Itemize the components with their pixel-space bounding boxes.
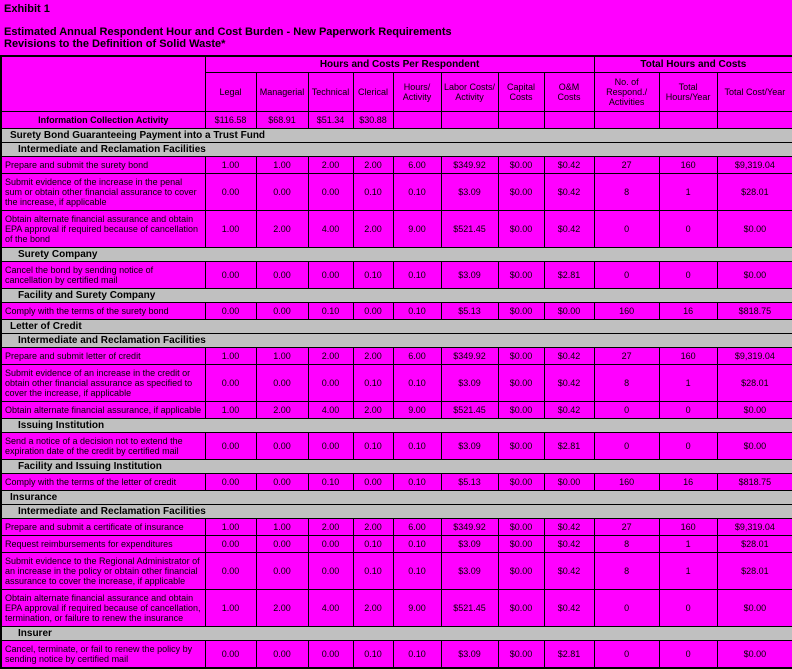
activity-label: Obtain alternate financial assurance, if applicable <box>1 402 205 419</box>
value-cell: 4.00 <box>308 590 353 627</box>
column-header-5: Labor Costs/ Activity <box>441 73 498 112</box>
information-collection-activity-label: Information Collection Activity <box>1 112 205 129</box>
subsection-row <box>1 334 792 348</box>
table-row <box>1 641 792 669</box>
value-cell: 16 <box>659 474 717 491</box>
value-cell: 1 <box>659 553 717 590</box>
value-cell: 4.00 <box>308 211 353 248</box>
value-cell: $0.00 <box>717 433 792 460</box>
value-cell: 2.00 <box>353 402 393 419</box>
subsection-row <box>1 460 792 474</box>
value-cell: $0.00 <box>544 474 594 491</box>
activity-label: Prepare and submit a certificate of insurance <box>1 519 205 536</box>
value-cell: 16 <box>659 303 717 320</box>
value-cell: 0.00 <box>308 553 353 590</box>
rates-row <box>1 112 792 129</box>
column-header-8: No. of Respond./ Activities <box>594 73 659 112</box>
value-cell: 0.00 <box>256 262 308 289</box>
value-cell: $3.09 <box>441 174 498 211</box>
value-cell: 9.00 <box>393 211 441 248</box>
table-row <box>1 262 792 289</box>
value-cell: 0 <box>659 211 717 248</box>
value-cell: 0 <box>594 211 659 248</box>
value-cell: 160 <box>594 303 659 320</box>
value-cell: 0.00 <box>205 262 256 289</box>
value-cell: $0.00 <box>498 211 544 248</box>
value-cell: $349.92 <box>441 519 498 536</box>
value-cell: $3.09 <box>441 641 498 669</box>
column-header-2: Technical <box>308 73 353 112</box>
subsection-header: Intermediate and Reclamation Facilities <box>1 143 792 157</box>
value-cell: $521.45 <box>441 590 498 627</box>
value-cell: 2.00 <box>308 348 353 365</box>
value-cell: 9.00 <box>393 402 441 419</box>
value-cell: 0.00 <box>256 536 308 553</box>
value-cell: $349.92 <box>441 157 498 174</box>
rate-cell-9 <box>659 112 717 129</box>
document-title-block <box>0 0 792 55</box>
value-cell: 0 <box>659 590 717 627</box>
value-cell: $28.01 <box>717 174 792 211</box>
column-header-4: Hours/ Activity <box>393 73 441 112</box>
value-cell: 0.00 <box>308 174 353 211</box>
rate-cell-8 <box>594 112 659 129</box>
value-cell: $0.42 <box>544 157 594 174</box>
value-cell: 6.00 <box>393 519 441 536</box>
value-cell: $2.81 <box>544 433 594 460</box>
column-header-1: Managerial <box>256 73 308 112</box>
subsection-header: Insurer <box>1 627 792 641</box>
column-header-6: Capital Costs <box>498 73 544 112</box>
value-cell: 0.00 <box>256 174 308 211</box>
value-cell: $0.00 <box>498 157 544 174</box>
burden-table <box>0 55 792 669</box>
subsection-row <box>1 627 792 641</box>
column-header-3: Clerical <box>353 73 393 112</box>
value-cell: 27 <box>594 157 659 174</box>
column-header-0: Legal <box>205 73 256 112</box>
rate-cell-5 <box>441 112 498 129</box>
exhibit-label: Exhibit 1 <box>4 3 50 15</box>
table-row <box>1 365 792 402</box>
value-cell: $0.00 <box>498 590 544 627</box>
column-header-10: Total Cost/Year <box>717 73 792 112</box>
value-cell: $0.00 <box>498 262 544 289</box>
activity-label: Send a notice of a decision not to extend the expiration date of the credit by certified mail <box>1 433 205 460</box>
subsection-row <box>1 289 792 303</box>
subsection-row <box>1 419 792 433</box>
value-cell: $0.42 <box>544 348 594 365</box>
activity-label: Cancel, terminate, or fail to renew the policy by sending notice by certified mail <box>1 641 205 669</box>
value-cell: $0.00 <box>717 211 792 248</box>
value-cell: 0.00 <box>205 536 256 553</box>
value-cell: 0.00 <box>256 474 308 491</box>
section-row <box>1 320 792 334</box>
table-row <box>1 536 792 553</box>
value-cell: 0.00 <box>308 365 353 402</box>
value-cell: 9.00 <box>393 590 441 627</box>
value-cell: 0.00 <box>205 474 256 491</box>
value-cell: $0.00 <box>498 536 544 553</box>
value-cell: 0.10 <box>393 303 441 320</box>
section-header: Insurance <box>1 491 792 505</box>
value-cell: 0.10 <box>393 433 441 460</box>
value-cell: $0.42 <box>544 553 594 590</box>
value-cell: 6.00 <box>393 157 441 174</box>
table-row <box>1 433 792 460</box>
value-cell: $0.00 <box>498 433 544 460</box>
value-cell: 8 <box>594 536 659 553</box>
value-cell: 0.10 <box>393 641 441 669</box>
activity-label: Obtain alternate financial assurance and obtain EPA approval if required because of cancellation, termination, or failure to renew the insurance <box>1 590 205 627</box>
table-row <box>1 402 792 419</box>
value-cell: 0.10 <box>308 303 353 320</box>
value-cell: 1.00 <box>205 590 256 627</box>
value-cell: 0.00 <box>256 641 308 669</box>
group-header-totals: Total Hours and Costs <box>594 56 792 73</box>
value-cell: $818.75 <box>717 303 792 320</box>
value-cell: $28.01 <box>717 553 792 590</box>
table-row <box>1 348 792 365</box>
rate-cell-4 <box>393 112 441 129</box>
value-cell: 8 <box>594 553 659 590</box>
subsection-header: Intermediate and Reclamation Facilities <box>1 334 792 348</box>
value-cell: 2.00 <box>308 157 353 174</box>
value-cell: 0.00 <box>256 303 308 320</box>
value-cell: 160 <box>659 519 717 536</box>
value-cell: 1 <box>659 365 717 402</box>
value-cell: $0.00 <box>498 303 544 320</box>
value-cell: $0.00 <box>717 590 792 627</box>
value-cell: 0.10 <box>393 474 441 491</box>
value-cell: $0.42 <box>544 590 594 627</box>
value-cell: $0.00 <box>498 553 544 590</box>
activity-label: Comply with the terms of the letter of credit <box>1 474 205 491</box>
rate-cell-6 <box>498 112 544 129</box>
value-cell: 0.10 <box>393 365 441 402</box>
activity-label: Submit evidence of an increase in the credit or obtain other financial assurance as specified to cover the increase, if applicable <box>1 365 205 402</box>
table-row <box>1 157 792 174</box>
value-cell: 1.00 <box>205 157 256 174</box>
corner-cell <box>1 56 205 112</box>
value-cell: 1 <box>659 536 717 553</box>
header-group-row <box>1 56 792 73</box>
value-cell: 0 <box>659 641 717 669</box>
value-cell: $9,319.04 <box>717 157 792 174</box>
value-cell: 0 <box>594 641 659 669</box>
value-cell: 2.00 <box>308 519 353 536</box>
value-cell: 160 <box>594 474 659 491</box>
value-cell: 1.00 <box>256 348 308 365</box>
value-cell: 160 <box>659 157 717 174</box>
value-cell: 0 <box>659 433 717 460</box>
table-row <box>1 519 792 536</box>
table-row <box>1 553 792 590</box>
rate-cell-0: $116.58 <box>205 112 256 129</box>
activity-label: Request reimbursements for expenditures <box>1 536 205 553</box>
subsection-row <box>1 248 792 262</box>
value-cell: $3.09 <box>441 536 498 553</box>
value-cell: 1.00 <box>205 402 256 419</box>
value-cell: $2.81 <box>544 641 594 669</box>
rate-cell-1: $68.91 <box>256 112 308 129</box>
value-cell: 0.10 <box>353 553 393 590</box>
value-cell: $349.92 <box>441 348 498 365</box>
value-cell: $3.09 <box>441 433 498 460</box>
value-cell: $5.13 <box>441 474 498 491</box>
value-cell: 0.10 <box>353 365 393 402</box>
value-cell: $3.09 <box>441 262 498 289</box>
table-row <box>1 211 792 248</box>
rate-cell-2: $51.34 <box>308 112 353 129</box>
value-cell: 0.10 <box>353 262 393 289</box>
value-cell: 0.10 <box>393 553 441 590</box>
section-row <box>1 491 792 505</box>
value-cell: 2.00 <box>353 519 393 536</box>
value-cell: $5.13 <box>441 303 498 320</box>
value-cell: 8 <box>594 174 659 211</box>
rate-cell-3: $30.88 <box>353 112 393 129</box>
value-cell: 0 <box>594 402 659 419</box>
value-cell: 2.00 <box>256 211 308 248</box>
group-header-per-respondent: Hours and Costs Per Respondent <box>205 56 594 73</box>
value-cell: 2.00 <box>256 402 308 419</box>
value-cell: 0.00 <box>256 553 308 590</box>
value-cell: 0.00 <box>205 365 256 402</box>
value-cell: 0 <box>594 590 659 627</box>
value-cell: $0.00 <box>498 402 544 419</box>
value-cell: 0.00 <box>308 433 353 460</box>
value-cell: $0.42 <box>544 365 594 402</box>
table-row <box>1 303 792 320</box>
value-cell: 2.00 <box>353 348 393 365</box>
subsection-header: Issuing Institution <box>1 419 792 433</box>
value-cell: 0.10 <box>393 174 441 211</box>
activity-label: Obtain alternate financial assurance and obtain EPA approval if required because of cancellation of the bond <box>1 211 205 248</box>
value-cell: 0.10 <box>353 174 393 211</box>
value-cell: $0.42 <box>544 211 594 248</box>
table-row <box>1 474 792 491</box>
table-row <box>1 590 792 627</box>
value-cell: 0.10 <box>393 262 441 289</box>
value-cell: 0.00 <box>308 641 353 669</box>
value-cell: $9,319.04 <box>717 348 792 365</box>
document-title-line1: Estimated Annual Respondent Hour and Cost Burden - New Paperwork Requirements <box>4 26 452 38</box>
activity-label: Prepare and submit letter of credit <box>1 348 205 365</box>
value-cell: $0.00 <box>717 262 792 289</box>
burden-table-body <box>1 56 792 668</box>
value-cell: $2.81 <box>544 262 594 289</box>
value-cell: $0.42 <box>544 519 594 536</box>
rate-cell-10 <box>717 112 792 129</box>
value-cell: $9,319.04 <box>717 519 792 536</box>
column-header-7: O&M Costs <box>544 73 594 112</box>
value-cell: 0.00 <box>205 641 256 669</box>
value-cell: 0.00 <box>308 262 353 289</box>
subsection-header: Intermediate and Reclamation Facilities <box>1 505 792 519</box>
value-cell: 27 <box>594 348 659 365</box>
section-row <box>1 129 792 143</box>
value-cell: 0.00 <box>353 303 393 320</box>
value-cell: 0 <box>594 433 659 460</box>
value-cell: 8 <box>594 365 659 402</box>
value-cell: 0.00 <box>205 303 256 320</box>
value-cell: 0.10 <box>393 536 441 553</box>
value-cell: 0.10 <box>353 641 393 669</box>
activity-label: Comply with the terms of the surety bond <box>1 303 205 320</box>
value-cell: 1.00 <box>256 157 308 174</box>
value-cell: 1.00 <box>256 519 308 536</box>
value-cell: $28.01 <box>717 365 792 402</box>
value-cell: $3.09 <box>441 553 498 590</box>
document-title-line2: Revisions to the Definition of Solid Waste* <box>4 38 226 50</box>
value-cell: 6.00 <box>393 348 441 365</box>
value-cell: 1.00 <box>205 348 256 365</box>
value-cell: $0.00 <box>498 348 544 365</box>
value-cell: 0.10 <box>353 433 393 460</box>
section-header: Surety Bond Guaranteeing Payment into a Trust Fund <box>1 129 792 143</box>
subsection-header: Facility and Issuing Institution <box>1 460 792 474</box>
value-cell: 2.00 <box>256 590 308 627</box>
subsection-header: Facility and Surety Company <box>1 289 792 303</box>
value-cell: $28.01 <box>717 536 792 553</box>
value-cell: 0.10 <box>353 536 393 553</box>
rate-cell-7 <box>544 112 594 129</box>
value-cell: $818.75 <box>717 474 792 491</box>
value-cell: 0.00 <box>353 474 393 491</box>
value-cell: 0 <box>594 262 659 289</box>
value-cell: 0.00 <box>308 536 353 553</box>
activity-label: Cancel the bond by sending notice of cancellation by certified mail <box>1 262 205 289</box>
value-cell: 0 <box>659 262 717 289</box>
value-cell: 160 <box>659 348 717 365</box>
value-cell: 0.00 <box>205 553 256 590</box>
value-cell: 0 <box>659 402 717 419</box>
subsection-row <box>1 143 792 157</box>
value-cell: $0.42 <box>544 536 594 553</box>
value-cell: $0.42 <box>544 402 594 419</box>
value-cell: $0.00 <box>498 474 544 491</box>
value-cell: 1 <box>659 174 717 211</box>
value-cell: 0.10 <box>308 474 353 491</box>
value-cell: $3.09 <box>441 365 498 402</box>
value-cell: $0.42 <box>544 174 594 211</box>
activity-label: Submit evidence to the Regional Administrator of an increase in the policy or obtain other financial assurance to cover the increase, if applicable <box>1 553 205 590</box>
subsection-row <box>1 505 792 519</box>
value-cell: 1.00 <box>205 211 256 248</box>
column-header-9: Total Hours/Year <box>659 73 717 112</box>
table-row <box>1 174 792 211</box>
value-cell: 2.00 <box>353 157 393 174</box>
value-cell: $521.45 <box>441 402 498 419</box>
value-cell: $521.45 <box>441 211 498 248</box>
section-header: Letter of Credit <box>1 320 792 334</box>
value-cell: $0.00 <box>498 519 544 536</box>
value-cell: 2.00 <box>353 590 393 627</box>
value-cell: 2.00 <box>353 211 393 248</box>
value-cell: 1.00 <box>205 519 256 536</box>
activity-label: Prepare and submit the surety bond <box>1 157 205 174</box>
value-cell: $0.00 <box>498 641 544 669</box>
value-cell: $0.00 <box>717 402 792 419</box>
value-cell: 0.00 <box>256 433 308 460</box>
value-cell: $0.00 <box>544 303 594 320</box>
value-cell: 0.00 <box>256 365 308 402</box>
subsection-header: Surety Company <box>1 248 792 262</box>
value-cell: $0.00 <box>498 365 544 402</box>
value-cell: 4.00 <box>308 402 353 419</box>
value-cell: 0.00 <box>205 174 256 211</box>
value-cell: $0.00 <box>717 641 792 669</box>
value-cell: $0.00 <box>498 174 544 211</box>
activity-label: Submit evidence of the increase in the penal sum or obtain other financial assurance to cover the increase, if applicable <box>1 174 205 211</box>
value-cell: 0.00 <box>205 433 256 460</box>
value-cell: 27 <box>594 519 659 536</box>
